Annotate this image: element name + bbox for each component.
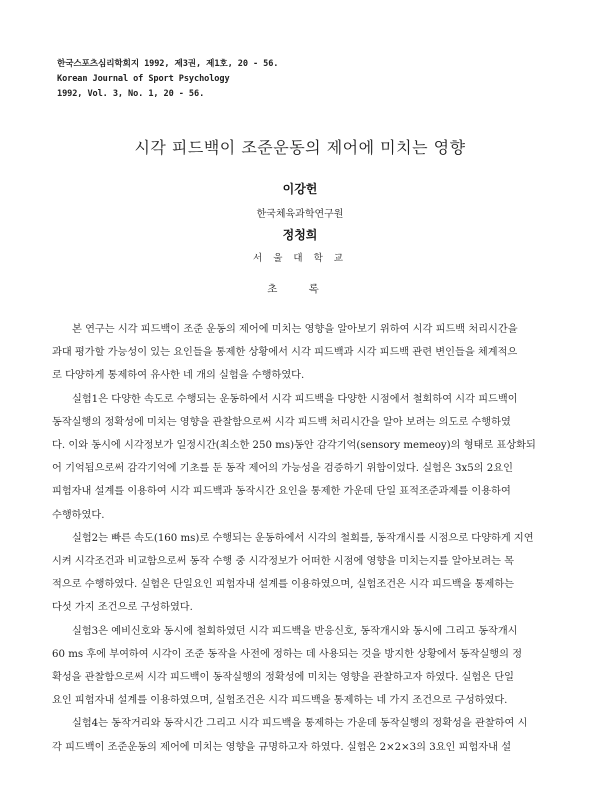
abstract-line: 실험2는 빠른 속도(160 ms)로 수행되는 운동하에서 시각의 철회를, 동작개시를 시점으로 다양하게 지연: [72, 532, 534, 544]
abstract-line: 로 다양하게 통제하여 유사한 네 개의 실험을 수행하였다.: [52, 370, 305, 382]
abstract-line: 각 피드백이 조준운동의 제어에 미치는 영향을 규명하고자 하였다. 실험은 2×2×3의 3요인 피험자내 설: [52, 741, 512, 753]
abstract-line: 동작실행의 정확성에 미치는 영향을 관찰함으로써 시각 피드백 처리시간을 알아 보려는 의도로 수행하였: [52, 416, 511, 428]
journal-citation: [57, 57, 278, 102]
abstract-line: 실험3은 예비신호와 동시에 철회하였던 시각 피드백을 반응신호, 동작개시와 동시에 그리고 동작개시: [72, 625, 518, 637]
abstract-line: 본 연구는 시각 피드백이 조준 운동의 제어에 미치는 영향을 알아보기 위하여 시각 피드백 처리시간을: [72, 324, 518, 335]
abstract-line: 요인 피험자내 설계를 이용하였으며, 실험조건은 시각 피드백을 통제하는 네 가지 조건으로 구성하였다.: [52, 695, 508, 707]
abstract-line: 과대 평가할 가능성이 있는 요인들을 통제한 상황에서 시각 피드백과 시각 피드백 관련 변인들을 체계적으: [52, 347, 518, 359]
citation-korean: 한국스포츠심리학회지 1992, 제3권, 제1호, 20 - 56.: [57, 59, 279, 69]
author-1-name: 이강헌: [282, 182, 318, 196]
abstract-line: 시켜 시각조건과 비교함으로써 동작 수행 중 시각정보가 어떠한 시점에 영향을 미치는지를 알아보려는 목: [52, 556, 515, 568]
abstract-line: 확성을 관찰함으로써 시각 피드백이 동작실행의 정확성에 미치는 영향을 관찰하고자 하였다. 실험은 단일: [52, 672, 515, 684]
author-1-affiliation: 한국체육과학연구원: [256, 209, 344, 220]
abstract-line: 적으로 수행하였다. 실험은 단일요인 피험자내 설계를 이용하였으며, 실험조건은 시각 피드백을 통제하는: [52, 579, 515, 591]
citation-english-journal: Korean Journal of Sport Psychology: [57, 74, 230, 84]
abstract-heading: 초 록: [267, 283, 333, 295]
abstract-line: 실험4는 동작거리와 동작시간 그리고 시각 피드백을 통제하는 가운데 동작실행의 정확성을 관찰하여 시: [72, 718, 528, 730]
paper-title: 시각 피드백이 조준운동의 제어에 미치는 영향: [134, 138, 466, 157]
author-2-name: 정청희: [282, 228, 318, 242]
citation-volume: 1992, Vol. 3, No. 1, 20 - 56.: [57, 89, 205, 99]
abstract-line: 다. 이와 동시에 시각정보가 일정시간(최소한 250 ms)동안 감각기억(sensory memeoy)의 형태로 표상화되: [52, 440, 536, 452]
abstract-line: 다섯 가지 조건으로 구성하였다.: [52, 602, 193, 614]
author-2-affiliation: 서 울 대 학 교: [253, 253, 347, 264]
abstract-line: 어 기억됨으로써 감각기억에 기초를 둔 동작 제어의 가능성을 검증하기 위함이었다. 실험은 3x5의 2요인: [52, 463, 513, 475]
abstract-line: 수행하였다.: [52, 509, 105, 521]
abstract-line: 피험자내 설계를 이용하여 시각 피드백과 동작시간 요인을 통제한 가운데 단일 표적조준과제를 이용하여: [52, 486, 511, 498]
abstract-body: [52, 318, 546, 759]
abstract-line: 실험1은 다양한 속도로 수행되는 운동하에서 시각 피드백을 다양한 시점에서 철회하여 시각 피드백이: [72, 393, 518, 405]
abstract-line: 60 ms 후에 부여하여 시각이 조준 동작을 사전에 정하는 데 사용되는 것을 방지한 상황에서 동작실행의 정: [52, 648, 523, 660]
